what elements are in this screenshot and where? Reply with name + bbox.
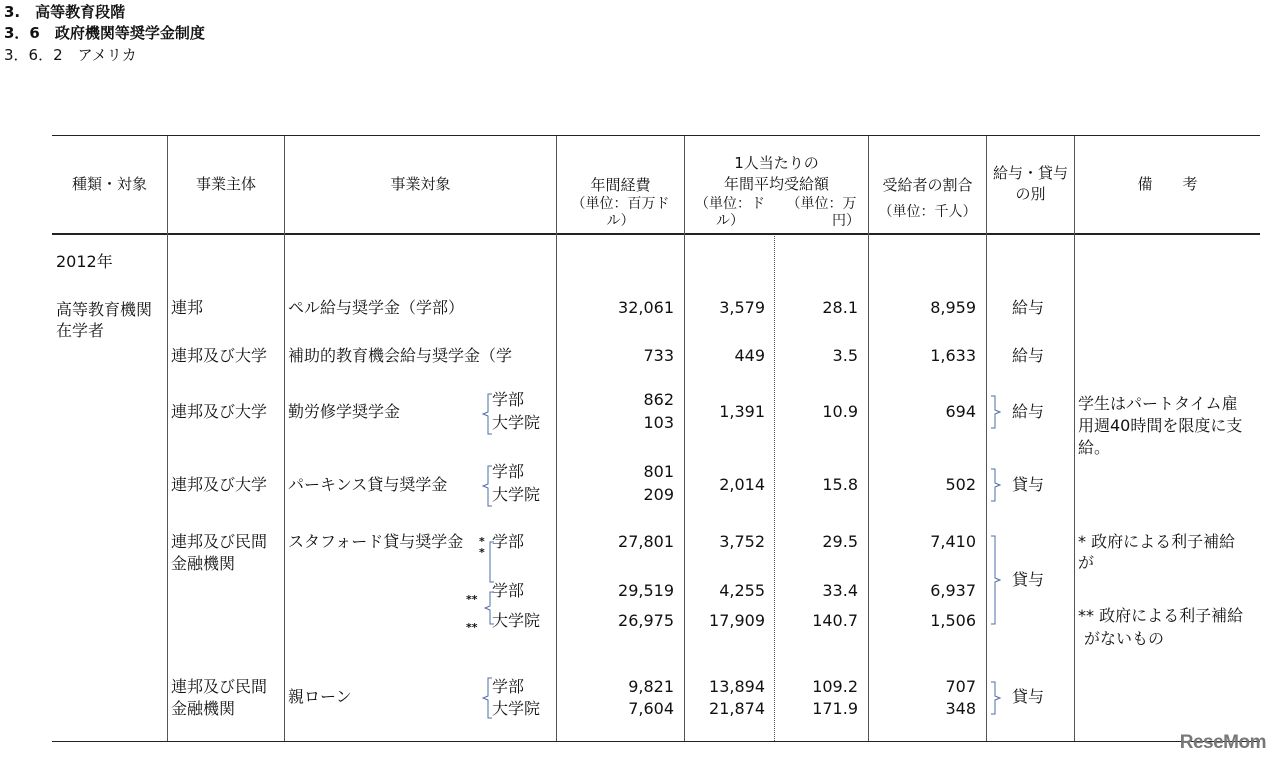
asterisk-note: * (479, 546, 485, 559)
sub-label: 大学院 (492, 699, 541, 718)
header-kind: 給与・貸与 (992, 164, 1068, 182)
column-divider (868, 136, 869, 741)
sub-label: 大学院 (492, 485, 541, 504)
cost-cell: 733 (643, 346, 674, 365)
cost-cell: 9,821 (628, 677, 674, 696)
usd-cell: 2,014 (719, 475, 765, 494)
sub-label: 学部 (492, 390, 525, 409)
usd-cell: 1,391 (719, 402, 765, 421)
header-avg-jpy: （単位：万 (786, 196, 857, 212)
remark-text: 学生はパートタイム雇 (1078, 394, 1238, 413)
remark-text: がないもの (1084, 629, 1165, 648)
org-cell: 連邦 (171, 298, 204, 317)
sub-label: 大学院 (492, 611, 541, 630)
org-cell: 連邦及び大学 (171, 346, 268, 365)
column-divider (284, 136, 285, 741)
target-cell: 親ローン (288, 687, 352, 706)
resemom-logo: ReseMom (1179, 732, 1266, 753)
jpy-cell: 29.5 (822, 532, 858, 551)
remark-text: ** 政府による利子補給 (1078, 606, 1244, 625)
subsubsection-heading: 3．6．2 アメリカ (4, 46, 137, 64)
kind-cell: 給与 (1012, 346, 1045, 365)
usd-cell: 17,909 (709, 611, 765, 630)
column-divider (986, 136, 987, 741)
ratio-cell: 1,633 (930, 346, 976, 365)
kind-bracket (990, 680, 1002, 716)
category-label-2: 在学者 (56, 321, 105, 340)
target-cell: スタフォード貸与奨学金 (288, 532, 464, 551)
org-cell: 連邦及び大学 (171, 402, 268, 421)
kind-cell: 給与 (1012, 298, 1045, 317)
org-cell: 連邦及び民間 (171, 677, 268, 696)
section-heading: 3. 高等教育段階 (4, 3, 126, 21)
org-cell: 金融機関 (171, 699, 236, 718)
ratio-cell: 694 (945, 402, 976, 421)
header-cost-unit: （単位：百万ド (571, 196, 670, 212)
column-divider (167, 136, 168, 741)
usd-cell: 13,894 (709, 677, 765, 696)
ratio-cell: 6,937 (930, 581, 976, 600)
category-label: 高等教育機関 (56, 300, 153, 319)
header-org: 事業主体 (195, 175, 256, 193)
org-cell: 金融機関 (171, 554, 236, 573)
ratio-cell: 502 (945, 475, 976, 494)
ratio-cell: 8,959 (930, 298, 976, 317)
double-asterisk-note: ** (466, 593, 478, 606)
cost-cell: 862 (643, 390, 674, 409)
target-cell: パーキンス貸与奨学金 (288, 475, 448, 494)
remark-text: * 政府による利子補給 (1078, 532, 1236, 551)
header-ratio: 受給者の割合 (882, 176, 973, 194)
kind-bracket (990, 534, 1002, 626)
jpy-cell: 3.5 (832, 346, 858, 365)
ratio-cell: 348 (945, 699, 976, 718)
jpy-cell: 140.7 (812, 611, 858, 630)
usd-cell: 449 (734, 346, 765, 365)
table-bottom-border (52, 741, 1260, 742)
header-type: 種類・対象 (71, 175, 147, 193)
ratio-cell: 7,410 (930, 532, 976, 551)
ratio-cell: 707 (945, 677, 976, 696)
cost-cell: 27,801 (618, 532, 674, 551)
cost-cell: 7,604 (628, 699, 674, 718)
cost-cell: 32,061 (618, 298, 674, 317)
sub-label: 学部 (492, 677, 525, 696)
double-asterisk-note: ** (466, 621, 478, 634)
header-kind-2: の別 (1015, 185, 1046, 203)
header-remarks: 備 考 (1137, 175, 1198, 193)
kind-bracket (990, 394, 1002, 430)
usd-cell: 3,579 (719, 298, 765, 317)
remark-text: 給。 (1078, 438, 1111, 457)
sub-label: 学部 (492, 462, 525, 481)
header-cost-unit-2: ル） (606, 213, 635, 229)
sub-label: 学部 (492, 532, 525, 551)
jpy-cell: 171.9 (812, 699, 858, 718)
header-ratio-unit: （単位：千人） (878, 204, 977, 220)
kind-cell: 貸与 (1012, 570, 1045, 589)
table-header-border (52, 233, 1260, 235)
target-cell: 勤労修学奨学金 (288, 402, 401, 421)
header-target: 事業対象 (390, 175, 451, 193)
kind-cell: 貸与 (1012, 687, 1045, 706)
cost-cell: 29,519 (618, 581, 674, 600)
sub-label: 大学院 (492, 413, 541, 432)
kind-cell: 貸与 (1012, 475, 1045, 494)
subsection-heading: 3．6 政府機関等奨学金制度 (4, 24, 205, 42)
header-avg: 1人当たりの (734, 154, 819, 172)
org-cell: 連邦及び民間 (171, 532, 268, 551)
remark-text: 用週40時間を限度に支 (1078, 416, 1243, 435)
cost-cell: 801 (643, 462, 674, 481)
usd-cell: 4,255 (719, 581, 765, 600)
header-avg-jpy-2: 円） (832, 213, 860, 229)
year-label: 2012年 (56, 252, 113, 271)
jpy-cell: 15.8 (822, 475, 858, 494)
target-cell: ペル給与奨学金（学部） (288, 298, 465, 317)
header-avg-usd: （単位：ド (695, 196, 765, 212)
cost-cell: 26,975 (618, 611, 674, 630)
target-cell: 補助的教育機会給与奨学金（学 (288, 346, 513, 365)
usd-cell: 21,874 (709, 699, 765, 718)
header-cost: 年間経費 (590, 176, 651, 194)
asterisk-note: * (479, 535, 485, 548)
table-top-border (52, 135, 1260, 136)
header-avg-2: 年間平均受給額 (723, 175, 829, 193)
usd-cell: 3,752 (719, 532, 765, 551)
jpy-cell: 33.4 (822, 581, 858, 600)
jpy-cell: 10.9 (822, 402, 858, 421)
jpy-cell: 109.2 (812, 677, 858, 696)
header-avg-usd-2: ル） (716, 213, 744, 229)
cost-cell: 209 (643, 485, 674, 504)
jpy-cell: 28.1 (822, 298, 858, 317)
remark-text: が (1078, 553, 1095, 572)
ratio-cell: 1,506 (930, 611, 976, 630)
kind-bracket (990, 467, 1002, 503)
sub-label: 学部 (492, 581, 525, 600)
cost-cell: 103 (643, 413, 674, 432)
kind-cell: 給与 (1012, 402, 1045, 421)
column-divider (1074, 136, 1075, 741)
org-cell: 連邦及び大学 (171, 475, 268, 494)
